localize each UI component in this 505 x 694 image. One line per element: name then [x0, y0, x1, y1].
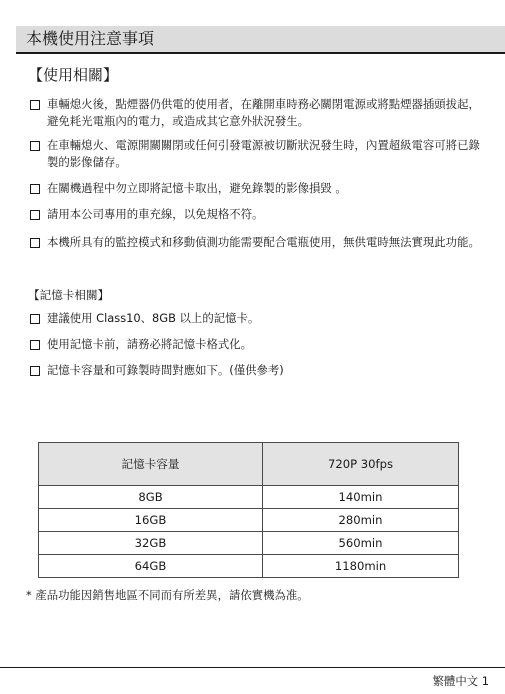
table-row	[39, 486, 459, 509]
table-cell-duration: 280min	[263, 509, 459, 532]
checkbox-icon	[30, 184, 40, 194]
usage-item-1	[30, 96, 485, 129]
usage-item-4	[30, 206, 485, 223]
usage-item-5	[30, 234, 485, 251]
table-header-row	[39, 443, 459, 486]
checkbox-icon	[30, 210, 40, 220]
table-cell-capacity: 64GB	[39, 555, 263, 578]
usage-item-text: 在車輛熄火、電源開關關閉或任何引發電源被切斷狀況發生時，內置超級電容可將已錄製的影像儲存。	[47, 138, 480, 169]
regional-note: * 產品功能因銷售地區不同而有所差異，請依實機為准。	[26, 588, 309, 602]
table-cell-duration: 140min	[263, 486, 459, 509]
usage-item-text: 請用本公司專用的車充線，以免規格不符。	[47, 207, 264, 221]
table-cell-duration: 560min	[263, 532, 459, 555]
usage-item-2	[30, 137, 485, 170]
table-header-resolution: 720P 30fps	[263, 443, 459, 486]
capacity-table	[38, 442, 459, 578]
checkbox-icon	[30, 340, 40, 350]
table-row	[39, 532, 459, 555]
usage-item-text: 本機所具有的監控模式和移動偵測功能需要配合電瓶使用，無供電時無法實現此功能。	[47, 235, 480, 249]
checkbox-icon	[30, 238, 40, 248]
table-row	[39, 555, 459, 578]
usage-item-text: 在關機過程中勿立即將記憶卡取出，避免錄製的影像損毀 。	[47, 181, 347, 195]
card-item-text: 使用記憶卡前，請務必將記憶卡格式化。	[47, 337, 253, 351]
table-cell-capacity: 32GB	[39, 532, 263, 555]
card-item-text: 建議使用 Class10、8GB 以上的記憶卡。	[47, 311, 260, 325]
card-item-1	[30, 310, 485, 327]
checkbox-icon	[30, 141, 40, 151]
card-item-2	[30, 336, 485, 353]
card-item-3	[30, 362, 485, 379]
title-bar	[16, 26, 505, 54]
table-cell-capacity: 8GB	[39, 486, 263, 509]
card-item-text: 記憶卡容量和可錄製時間對應如下。(僅供參考)	[47, 363, 284, 377]
usage-item-3	[30, 180, 485, 197]
page-footer: 繁體中文 1	[432, 674, 489, 688]
usage-item-text: 車輛熄火後，點煙器仍供電的使用者，在離開車時務必關閉電源或將點煙器插頭拔起，避免耗光電瓶內的電力，或造成其它意外狀況發生。	[47, 97, 480, 128]
table-cell-capacity: 16GB	[39, 509, 263, 532]
table-header-capacity: 記憶卡容量	[39, 443, 263, 486]
page-title: 本機使用注意事項	[26, 29, 155, 48]
footer-divider	[0, 667, 505, 668]
section-heading-card: 【記憶卡相關】	[28, 288, 110, 302]
section-heading-usage: 【使用相關】	[28, 66, 119, 84]
checkbox-icon	[30, 314, 40, 324]
table-row	[39, 509, 459, 532]
table-cell-duration: 1180min	[263, 555, 459, 578]
checkbox-icon	[30, 366, 40, 376]
checkbox-icon	[30, 100, 40, 110]
